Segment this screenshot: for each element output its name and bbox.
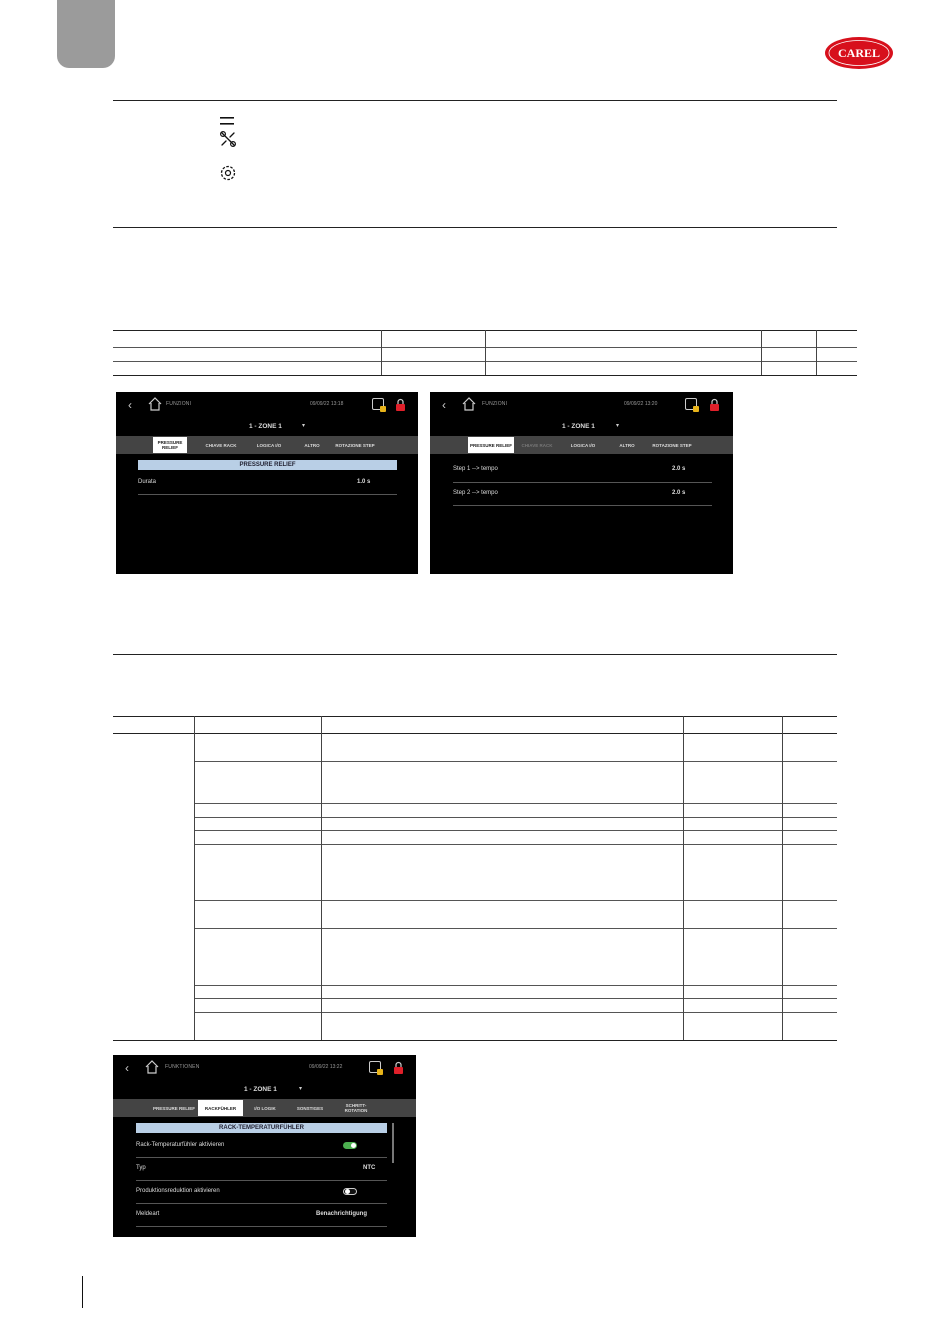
- table-rule: [113, 1040, 837, 1041]
- alarm-log-icon[interactable]: [369, 1061, 381, 1073]
- table-rule: [194, 998, 837, 999]
- tab-altro[interactable]: ALTRO: [619, 442, 635, 448]
- lock-icon[interactable]: [393, 1061, 404, 1074]
- row-divider: [453, 482, 712, 483]
- tab-bar: [116, 436, 418, 454]
- row-divider: [136, 1203, 387, 1204]
- table-col-divider: [683, 716, 684, 1040]
- tab-rackfuehler[interactable]: RACKFÜHLER: [198, 1100, 243, 1116]
- table-col-divider: [381, 330, 382, 375]
- tab-chiave-rack[interactable]: CHIAVE RACK: [521, 442, 553, 448]
- carel-logo: [824, 36, 894, 70]
- param-value[interactable]: 2.0 s: [672, 466, 686, 472]
- param-label: Meldeart: [136, 1211, 160, 1217]
- breadcrumb: FUNKTIONEN: [165, 1064, 200, 1070]
- table-rule: [194, 928, 837, 929]
- table-col-divider: [782, 716, 783, 1040]
- table-col-divider: [761, 330, 762, 375]
- enable-reduction-toggle[interactable]: [343, 1188, 357, 1195]
- param-label: Step 2 --> tempo: [453, 490, 498, 496]
- page-margin-rule: [82, 1276, 83, 1308]
- param-label: Step 1 --> tempo: [453, 466, 498, 472]
- tab-pressure-relief[interactable]: PRESSURE RELIEF: [153, 437, 187, 453]
- hmi-screen-step-rotation: [430, 392, 733, 574]
- row-divider: [138, 494, 397, 495]
- section-header: PRESSURE RELIEF: [138, 460, 397, 470]
- param-value[interactable]: 1.0 s: [357, 479, 371, 485]
- gear-icon: [219, 164, 237, 182]
- param-value[interactable]: Benachrichtigung: [316, 1211, 368, 1217]
- section-header: RACK-TEMPERATURFÜHLER: [136, 1123, 387, 1133]
- hmi-screen-rack-temperature: [113, 1055, 416, 1237]
- home-icon[interactable]: [148, 397, 162, 411]
- tab-logica-io[interactable]: LOGICA I/O: [570, 442, 596, 448]
- row-divider: [136, 1180, 387, 1181]
- logo-text: CAREL: [837, 46, 881, 60]
- datetime: 09/09/22 13:18: [310, 401, 344, 407]
- alarm-log-icon[interactable]: [685, 398, 697, 410]
- tab-pressure-relief[interactable]: PRESSURE RELIEF: [152, 1105, 195, 1111]
- breadcrumb: FUNZIONI: [482, 401, 508, 407]
- tab-chiave-rack[interactable]: CHIAVE RACK: [205, 442, 237, 448]
- tab-bar: [430, 436, 733, 454]
- tab-rotazione-step[interactable]: ROTAZIONE STEP: [335, 442, 375, 448]
- enable-probe-toggle[interactable]: [343, 1142, 357, 1149]
- table-col-divider: [816, 330, 817, 375]
- table-rule: [113, 733, 837, 734]
- table-rule: [194, 985, 837, 986]
- table-rule: [194, 761, 837, 762]
- table-rule: [194, 803, 837, 804]
- back-arrow-icon[interactable]: ‹: [128, 398, 132, 412]
- tab-rotazione-step[interactable]: ROTAZIONE STEP: [652, 442, 692, 448]
- chevron-down-icon[interactable]: ▾: [302, 423, 306, 429]
- row-divider: [453, 505, 712, 506]
- divider: [113, 654, 837, 655]
- table-col-divider: [321, 716, 322, 1040]
- tools-icon: [219, 130, 237, 148]
- tab-bar: [113, 1099, 416, 1117]
- tab-pressure-relief[interactable]: PRESSURE RELIEF: [468, 437, 514, 453]
- row-divider: [136, 1226, 387, 1227]
- datetime: 09/09/22 13:20: [624, 401, 658, 407]
- param-value[interactable]: 2.0 s: [672, 490, 686, 496]
- table-rule: [194, 900, 837, 901]
- datetime: 09/09/22 13:22: [309, 1064, 343, 1070]
- tab-logica-io[interactable]: LOGICA I/O: [256, 442, 282, 448]
- param-label: Typ: [136, 1165, 146, 1171]
- zone-selector[interactable]: 1 - ZONE 1: [562, 423, 595, 430]
- chevron-down-icon[interactable]: ▾: [616, 423, 620, 429]
- table-rule: [113, 716, 837, 717]
- lock-icon[interactable]: [709, 398, 720, 411]
- table-col-divider: [194, 716, 195, 1040]
- alarm-log-icon[interactable]: [372, 398, 384, 410]
- tab-altro[interactable]: ALTRO: [304, 442, 320, 448]
- back-arrow-icon[interactable]: ‹: [125, 1061, 129, 1075]
- hmi-screen-pressure-relief: [116, 392, 418, 574]
- param-label: Durata: [138, 479, 157, 485]
- table-rule: [194, 817, 837, 818]
- param-label: Rack-Temperaturfühler aktivieren: [136, 1142, 225, 1148]
- tab-schritt-rotation[interactable]: SCHRITT-ROTATION: [344, 1103, 368, 1113]
- row-divider: [136, 1157, 387, 1158]
- table-rule: [194, 1012, 837, 1013]
- breadcrumb: FUNZIONI: [166, 401, 192, 407]
- table-rule: [194, 830, 837, 831]
- tab-io-logik[interactable]: I/O LOGIK: [254, 1105, 276, 1111]
- home-icon[interactable]: [145, 1060, 159, 1074]
- divider: [113, 227, 837, 228]
- back-arrow-icon[interactable]: ‹: [442, 398, 446, 412]
- home-icon[interactable]: [462, 397, 476, 411]
- chevron-down-icon[interactable]: ▾: [299, 1086, 303, 1092]
- table-rule: [113, 375, 857, 376]
- tab-sonstiges[interactable]: SONSTIGES: [296, 1105, 324, 1111]
- table-col-divider: [485, 330, 486, 375]
- lock-icon[interactable]: [395, 398, 406, 411]
- menu-icon: [220, 116, 234, 126]
- param-label: Produktionsreduktion aktivieren: [136, 1188, 220, 1194]
- table-rule: [194, 844, 837, 845]
- divider: [113, 100, 837, 101]
- zone-selector[interactable]: 1 - ZONE 1: [249, 423, 282, 430]
- chapter-tab: [57, 0, 115, 68]
- scrollbar[interactable]: [392, 1123, 394, 1163]
- param-value[interactable]: NTC: [363, 1165, 376, 1171]
- zone-selector[interactable]: 1 - ZONE 1: [244, 1086, 277, 1093]
